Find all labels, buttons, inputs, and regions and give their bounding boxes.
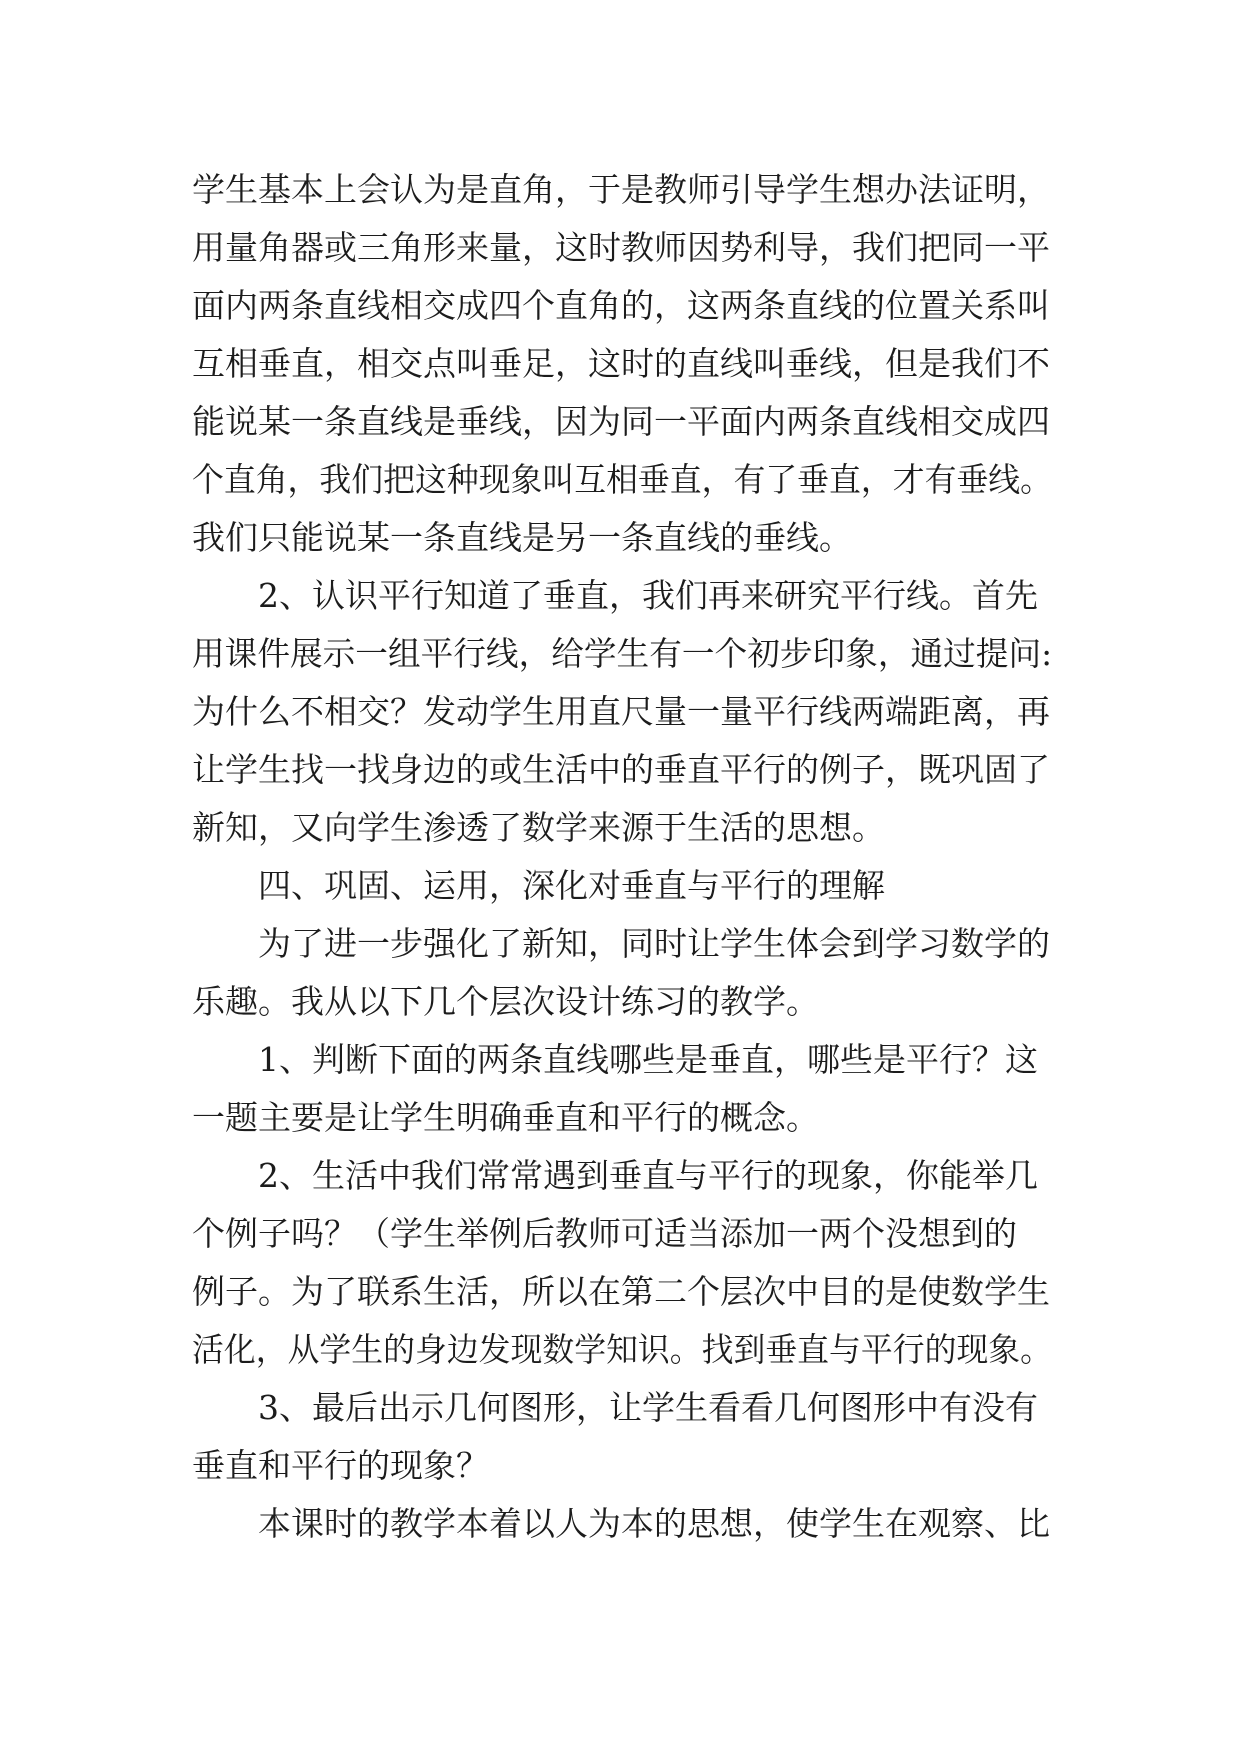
text-line: 用量角器或三角形来量，这时教师因势利导，我们把同一平 <box>192 228 1050 267</box>
text-line: 用课件展示一组平行线，给学生有一个初步印象，通过提问: <box>192 634 1053 673</box>
paragraph-first-line: 为了进一步强化了新知，同时让学生体会到学习数学的 <box>258 924 1050 963</box>
text-line: 活化，从学生的身边发现数学知识。找到垂直与平行的现象。 <box>192 1330 1052 1369</box>
text-line: 我们只能说某一条直线是另一条直线的垂线。 <box>192 518 852 557</box>
text-line: 为什么不相交？发动学生用直尺量一量平行线两端距离，再 <box>192 692 1050 731</box>
text-line: 互相垂直，相交点叫垂足，这时的直线叫垂线，但是我们不 <box>192 344 1050 383</box>
paragraph-first-line: 3、最后出示几何图形，让学生看看几何图形中有没有 <box>258 1388 1038 1427</box>
text-line: 个例子吗？（学生举例后教师可适当添加一两个没想到的 <box>192 1214 1017 1253</box>
text-line: 能说某一条直线是垂线，因为同一平面内两条直线相交成四 <box>192 402 1050 441</box>
text-line: 垂直和平行的现象？ <box>192 1446 489 1485</box>
text-line: 例子。为了联系生活，所以在第二个层次中目的是使数学生 <box>192 1272 1050 1311</box>
section-heading: 四、巩固、运用，深化对垂直与平行的理解 <box>258 866 885 905</box>
paragraph-first-line: 本课时的教学本着以人为本的思想，使学生在观察、比 <box>258 1504 1050 1543</box>
text-line: 让学生找一找身边的或生活中的垂直平行的例子，既巩固了 <box>192 750 1050 789</box>
text-line: 面内两条直线相交成四个直角的，这两条直线的位置关系叫 <box>192 286 1050 325</box>
text-line: 乐趣。我从以下几个层次设计练习的教学。 <box>192 982 819 1021</box>
text-line: 个直角，我们把这种现象叫互相垂直，有了垂直，才有垂线。 <box>192 460 1052 499</box>
paragraph-first-line: 2、认识平行知道了垂直，我们再来研究平行线。首先 <box>258 576 1038 615</box>
text-line: 学生基本上会认为是直角，于是教师引导学生想办法证明， <box>192 170 1050 209</box>
text-line: 一题主要是让学生明确垂直和平行的概念。 <box>192 1098 819 1137</box>
paragraph-first-line: 1、判断下面的两条直线哪些是垂直，哪些是平行？这 <box>258 1040 1038 1079</box>
paragraph-first-line: 2、生活中我们常常遇到垂直与平行的现象，你能举几 <box>258 1156 1038 1195</box>
text-line: 新知，又向学生渗透了数学来源于生活的思想。 <box>192 808 885 847</box>
